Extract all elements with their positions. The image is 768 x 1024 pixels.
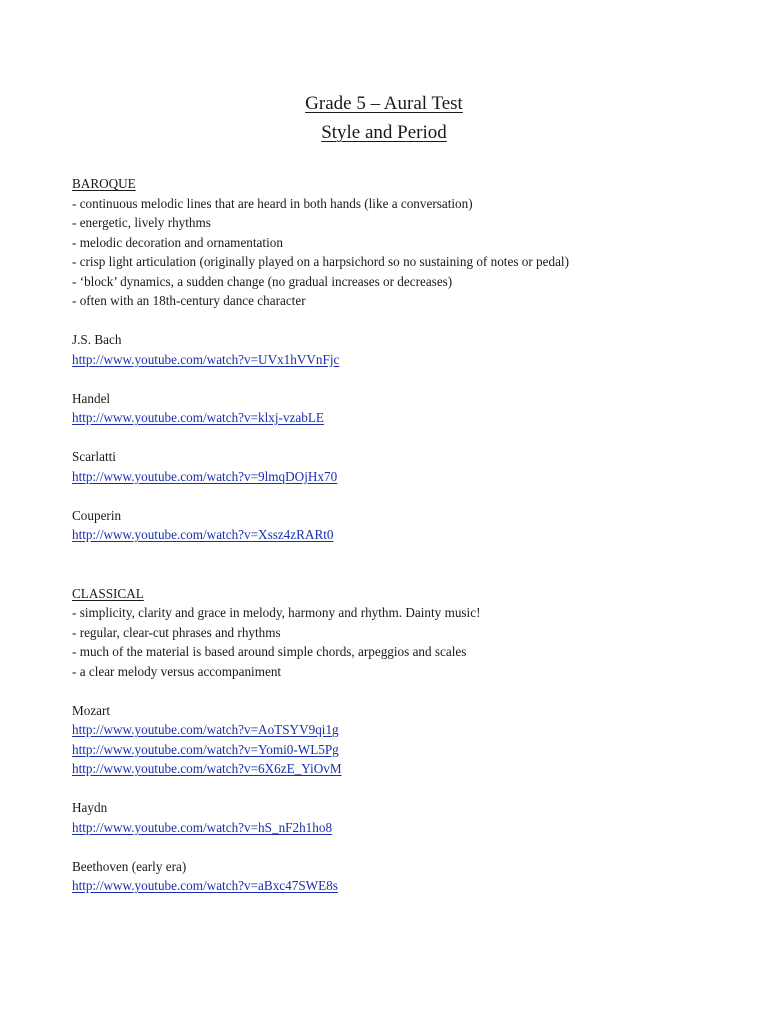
youtube-link[interactable]: http://www.youtube.com/watch?v=klxj-vzabLE xyxy=(72,410,324,425)
section-heading: BAROQUE xyxy=(72,176,136,191)
section-heading: CLASSICAL xyxy=(72,585,144,601)
list-item: - crisp light articulation (originally played on a harpsichord so no sustaining of notes or pedal) xyxy=(72,254,569,269)
list-item: - much of the material is based around simple chords, arpeggios and scales xyxy=(72,644,467,659)
bullet-list xyxy=(72,603,712,681)
link-list xyxy=(72,720,712,779)
youtube-link[interactable]: http://www.youtube.com/watch?v=9lmqDOjHx70 xyxy=(72,468,338,484)
youtube-link[interactable]: http://www.youtube.com/watch?v=UVx1hVVnFjc xyxy=(72,351,340,367)
list-item: - simplicity, clarity and grace in melody, harmony and rhythm. Dainty music! xyxy=(72,605,481,620)
youtube-link[interactable]: http://www.youtube.com/watch?v=hS_nF2h1ho8 xyxy=(72,819,333,835)
list-item: - energetic, lively rhythms xyxy=(72,215,211,230)
composer-name: J.S. Bach xyxy=(72,332,122,347)
composer-mozart xyxy=(72,701,712,779)
youtube-link[interactable]: http://www.youtube.com/watch?v=6X6zE_YiOvM xyxy=(72,761,342,776)
link-list xyxy=(72,876,712,896)
composer-name: Beethoven (early era) xyxy=(72,858,187,874)
list-item: - often with an 18th-century dance character xyxy=(72,293,306,308)
composer-name: Couperin xyxy=(72,507,122,523)
document-title xyxy=(0,89,768,147)
youtube-link[interactable]: http://www.youtube.com/watch?v=aBxc47SWE8s xyxy=(72,878,338,893)
link-list xyxy=(72,467,712,487)
section-baroque xyxy=(72,174,712,545)
link-list xyxy=(72,408,712,428)
composer-beethoven xyxy=(72,857,712,896)
composer-name: Handel xyxy=(72,390,111,406)
bullet-list xyxy=(72,194,712,311)
composer-handel xyxy=(72,389,712,428)
composer-haydn xyxy=(72,798,712,837)
composer-bach xyxy=(72,330,712,369)
link-list xyxy=(72,350,712,370)
composer-name: Scarlatti xyxy=(72,449,116,464)
composer-scarlatti xyxy=(72,447,712,486)
list-item: - melodic decoration and ornamentation xyxy=(72,234,283,250)
list-item: - regular, clear-cut phrases and rhythms xyxy=(72,624,281,640)
list-item: - continuous melodic lines that are heard in both hands (like a conversation) xyxy=(72,195,473,211)
youtube-link[interactable]: http://www.youtube.com/watch?v=Yomi0-WL5Pg xyxy=(72,741,339,757)
title-line-1: Grade 5 – Aural Test xyxy=(305,93,463,114)
youtube-link[interactable]: http://www.youtube.com/watch?v=Xssz4zRARt0 xyxy=(72,527,334,542)
youtube-link[interactable]: http://www.youtube.com/watch?v=AoTSYV9qi1g xyxy=(72,722,339,737)
composer-name: Haydn xyxy=(72,800,108,815)
list-item: - ‘block’ dynamics, a sudden change (no gradual increases or decreases) xyxy=(72,273,453,289)
title-line-2: Style and Period xyxy=(321,122,447,143)
document-body xyxy=(72,174,712,896)
composer-couperin xyxy=(72,506,712,545)
composer-name: Mozart xyxy=(72,702,111,718)
section-classical xyxy=(72,584,712,896)
list-item: - a clear melody versus accompaniment xyxy=(72,663,282,679)
link-list xyxy=(72,525,712,545)
link-list xyxy=(72,818,712,838)
